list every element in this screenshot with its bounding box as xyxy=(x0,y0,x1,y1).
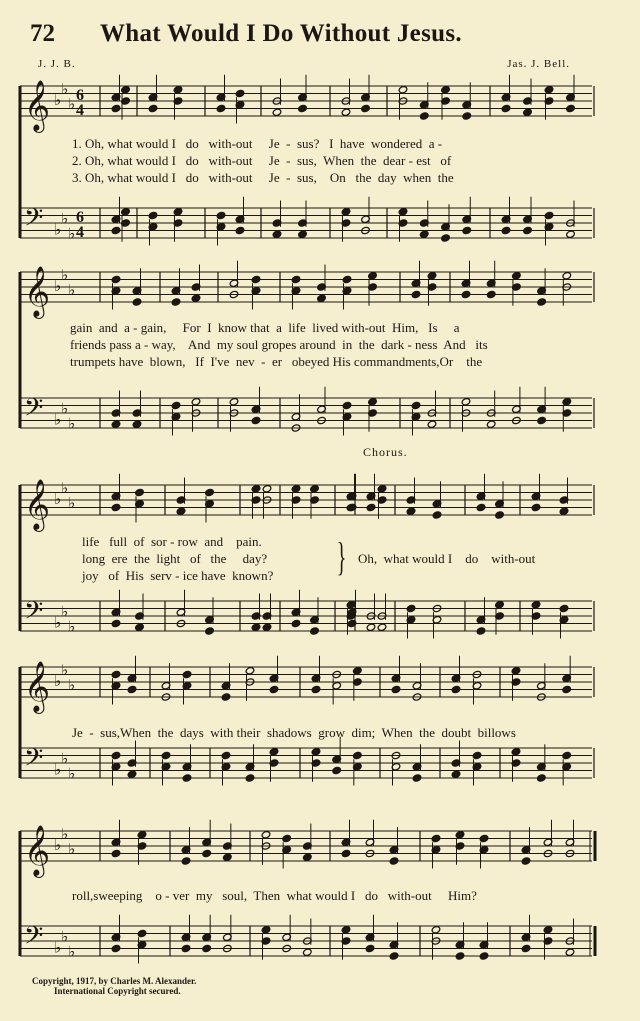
treble-clef-icon: 𝄞 xyxy=(24,80,51,131)
note-head xyxy=(377,485,387,493)
note-head xyxy=(251,623,261,631)
lyric-line: 1. Oh, what would I do with-out Je - sus? I have wondered a - xyxy=(72,136,443,151)
note-head xyxy=(559,604,569,612)
note-head xyxy=(341,208,351,216)
bass-clef-icon: 𝄢 xyxy=(24,203,44,239)
note-head xyxy=(544,211,554,219)
note-head xyxy=(251,416,261,424)
note-head xyxy=(341,926,351,934)
note-head xyxy=(161,751,171,759)
note-head xyxy=(366,503,376,511)
note-head xyxy=(245,774,255,782)
flat-icon: ♭ xyxy=(54,410,62,429)
lyric-line: trumpets have blown, If I've nev - er obeyed His commandments,Or the xyxy=(70,354,483,369)
lyric-line: 2. Oh, what would I do with-out Je - sus, When the dear - est of xyxy=(72,153,452,168)
note-head xyxy=(317,294,327,302)
flat-icon: ♭ xyxy=(54,277,62,295)
flat-icon: ♭ xyxy=(61,927,69,946)
note-head xyxy=(171,298,181,306)
flat-icon: ♭ xyxy=(61,749,69,768)
lyric-line: Je - sus,When the days with their shadows grow dim; When the doubt billows xyxy=(72,725,516,740)
copyright-line: Copyright, 1917, by Charles M. Alexander. xyxy=(32,976,197,986)
note-head xyxy=(342,275,352,283)
note-head xyxy=(121,86,131,94)
note-head xyxy=(566,104,576,112)
flat-icon: ♭ xyxy=(68,675,76,694)
note-head xyxy=(411,401,421,409)
note-head xyxy=(461,398,471,406)
treble-clef-icon: 𝄞 xyxy=(24,266,51,317)
note-head xyxy=(111,944,121,952)
note-head xyxy=(398,86,408,94)
note-head xyxy=(406,604,416,612)
note-head xyxy=(127,685,137,693)
words-credit: J. J. B. xyxy=(38,58,76,70)
lyric-line: gain and a - gain, For I know that a life lived with-out Him, Is a xyxy=(70,320,460,335)
note-head xyxy=(531,503,541,511)
note-head xyxy=(272,230,282,238)
flat-icon: ♭ xyxy=(54,91,62,109)
note-head xyxy=(562,685,572,693)
note-head xyxy=(346,601,356,609)
verse-brace: } xyxy=(336,534,347,579)
note-head xyxy=(521,944,531,952)
note-head xyxy=(537,416,547,424)
note-head xyxy=(235,226,245,234)
lyric-line: joy of His serv - ice have known? xyxy=(82,568,274,583)
note-head xyxy=(191,398,201,406)
note-head xyxy=(431,926,441,934)
time-signature-bottom: 4 xyxy=(76,224,84,241)
flat-icon: ♭ xyxy=(61,660,69,679)
note-head xyxy=(366,623,376,631)
note-head xyxy=(221,751,231,759)
note-head xyxy=(566,230,576,238)
note-head xyxy=(495,511,505,519)
note-head xyxy=(181,857,191,865)
treble-clef-icon: 𝄞 xyxy=(24,661,51,712)
note-head xyxy=(543,926,553,934)
note-head xyxy=(368,398,378,406)
flat-icon: ♭ xyxy=(54,672,62,690)
note-head xyxy=(398,208,408,216)
hymn-title: What Would I Do Without Jesus. xyxy=(100,20,462,47)
flat-icon: ♭ xyxy=(54,613,62,632)
note-head xyxy=(135,488,145,496)
chorus-label: Chorus. xyxy=(363,445,408,459)
bass-clef-icon: 𝄢 xyxy=(24,743,44,779)
note-head xyxy=(111,849,121,857)
note-head xyxy=(111,670,121,678)
copyright-line: International Copyright secured. xyxy=(54,986,181,996)
note-head xyxy=(291,485,301,493)
note-head xyxy=(111,751,121,759)
note-head xyxy=(341,108,351,116)
note-head xyxy=(310,627,320,635)
note-head xyxy=(455,952,465,960)
note-head xyxy=(495,601,505,609)
note-head xyxy=(441,86,451,94)
note-head xyxy=(365,944,375,952)
note-head xyxy=(353,667,363,675)
flat-icon: ♭ xyxy=(61,824,69,843)
note-head xyxy=(521,857,531,865)
flat-icon: ♭ xyxy=(61,209,69,228)
note-head xyxy=(262,485,272,493)
note-head xyxy=(173,208,183,216)
note-head xyxy=(171,401,181,409)
note-head xyxy=(562,751,572,759)
note-head xyxy=(412,774,422,782)
bass-clef-icon: 𝄢 xyxy=(24,921,44,957)
flat-icon: ♭ xyxy=(61,265,69,284)
note-head xyxy=(148,211,158,219)
note-head xyxy=(111,420,121,428)
note-head xyxy=(342,401,352,409)
note-head xyxy=(544,86,554,94)
flat-icon: ♭ xyxy=(54,938,62,957)
note-head xyxy=(476,627,486,635)
note-head xyxy=(303,853,313,861)
note-head xyxy=(191,294,201,302)
note-head xyxy=(251,485,261,493)
note-head xyxy=(111,275,121,283)
note-head xyxy=(462,226,472,234)
note-head xyxy=(137,831,147,839)
note-head xyxy=(202,944,212,952)
note-head xyxy=(537,298,547,306)
note-head xyxy=(451,770,461,778)
lyric-line: roll,sweeping o - ver my soul, Then what would I do with-out Him? xyxy=(72,888,477,903)
flat-icon: ♭ xyxy=(68,94,76,113)
note-head xyxy=(269,748,279,756)
note-head xyxy=(341,849,351,857)
time-signature-top: 6 xyxy=(76,209,84,226)
note-head xyxy=(361,104,371,112)
time-signature-bottom: 4 xyxy=(76,102,84,119)
note-head xyxy=(127,770,137,778)
note-head xyxy=(245,667,255,675)
lyric-line: long ere the light of the day? xyxy=(82,551,268,566)
note-head xyxy=(565,948,575,956)
bass-clef-icon: 𝄢 xyxy=(24,393,44,429)
note-head xyxy=(251,275,261,283)
bass-clef-icon: 𝄢 xyxy=(24,596,44,632)
note-head xyxy=(486,420,496,428)
note-head xyxy=(111,503,121,511)
music-credit: Jas. J. Bell. xyxy=(507,58,570,70)
note-head xyxy=(121,208,131,216)
treble-clef-icon: 𝄞 xyxy=(24,479,51,530)
note-head xyxy=(531,601,541,609)
note-head xyxy=(523,226,533,234)
note-head xyxy=(291,275,301,283)
flat-icon: ♭ xyxy=(68,280,76,299)
note-head xyxy=(282,834,292,842)
note-head xyxy=(501,226,511,234)
flat-icon: ♭ xyxy=(61,602,69,621)
flat-icon: ♭ xyxy=(68,942,76,961)
note-head xyxy=(406,507,416,515)
note-head xyxy=(512,272,522,280)
note-head xyxy=(451,685,461,693)
note-head xyxy=(431,834,441,842)
note-head xyxy=(261,831,271,839)
note-head xyxy=(298,104,308,112)
note-head xyxy=(182,670,192,678)
note-head xyxy=(137,929,147,937)
note-head xyxy=(291,619,301,627)
note-head xyxy=(148,104,158,112)
note-head xyxy=(205,627,215,635)
note-head xyxy=(476,503,486,511)
lyric-line: friends pass a - way, And my soul gropes around in the dark - ness And its xyxy=(70,337,488,352)
flat-icon: ♭ xyxy=(68,493,76,512)
note-head xyxy=(461,290,471,298)
note-head xyxy=(479,834,489,842)
note-head xyxy=(111,619,121,627)
note-head xyxy=(368,272,378,280)
note-head xyxy=(419,230,429,238)
note-head xyxy=(173,86,183,94)
treble-clef-icon: 𝄞 xyxy=(24,825,51,876)
flat-icon: ♭ xyxy=(68,414,76,433)
note-head xyxy=(223,853,233,861)
note-head xyxy=(303,948,313,956)
flat-icon: ♭ xyxy=(68,617,76,636)
note-head xyxy=(559,507,569,515)
hymn-number: 72 xyxy=(30,20,55,47)
flat-icon: ♭ xyxy=(54,836,62,854)
note-head xyxy=(441,234,451,242)
note-head xyxy=(111,104,121,112)
flat-icon: ♭ xyxy=(61,478,69,497)
note-head xyxy=(432,511,442,519)
note-head xyxy=(216,211,226,219)
note-head xyxy=(298,230,308,238)
note-head xyxy=(269,685,279,693)
copyright-notice xyxy=(32,976,196,996)
note-head xyxy=(181,944,191,952)
note-head xyxy=(427,272,437,280)
note-head xyxy=(455,831,465,839)
note-head xyxy=(235,89,245,97)
note-head xyxy=(272,108,282,116)
note-head xyxy=(176,507,186,515)
time-signature-top: 6 xyxy=(76,87,84,104)
note-head xyxy=(511,667,521,675)
note-head xyxy=(111,226,121,234)
flat-icon: ♭ xyxy=(54,760,62,779)
note-head xyxy=(389,952,399,960)
flat-icon: ♭ xyxy=(61,79,69,98)
note-head xyxy=(472,751,482,759)
flat-icon: ♭ xyxy=(61,399,69,418)
flat-icon: ♭ xyxy=(68,839,76,858)
note-head xyxy=(182,774,192,782)
note-head xyxy=(511,748,521,756)
note-head xyxy=(332,766,342,774)
note-head xyxy=(501,104,511,112)
note-head xyxy=(205,488,215,496)
note-head xyxy=(486,290,496,298)
flat-icon: ♭ xyxy=(68,224,76,243)
flat-icon: ♭ xyxy=(54,220,62,239)
note-head xyxy=(427,420,437,428)
flat-icon: ♭ xyxy=(68,764,76,783)
note-head xyxy=(221,693,231,701)
note-head xyxy=(132,298,142,306)
note-head xyxy=(462,112,472,120)
note-head xyxy=(353,751,363,759)
note-head xyxy=(562,272,572,280)
lyric-line: 3. Oh, what would I do with-out Je - sus, On the day when the xyxy=(72,170,454,185)
note-head xyxy=(229,398,239,406)
note-head xyxy=(311,748,321,756)
note-head xyxy=(202,849,212,857)
note-head xyxy=(391,685,401,693)
note-head xyxy=(562,398,572,406)
note-head xyxy=(411,290,421,298)
flat-icon: ♭ xyxy=(54,490,62,508)
note-head xyxy=(311,685,321,693)
note-head xyxy=(479,952,489,960)
note-head xyxy=(216,104,226,112)
note-head xyxy=(310,485,320,493)
note-head xyxy=(389,857,399,865)
note-head xyxy=(377,623,387,631)
note-head xyxy=(523,108,533,116)
note-head xyxy=(132,420,142,428)
note-head xyxy=(135,623,145,631)
chorus-lyric: Oh, what would I do with-out xyxy=(358,551,536,566)
note-head xyxy=(262,623,272,631)
note-head xyxy=(261,926,271,934)
lyric-line: life full of sor - row and pain. xyxy=(82,534,262,549)
note-head xyxy=(537,774,547,782)
note-head xyxy=(419,112,429,120)
